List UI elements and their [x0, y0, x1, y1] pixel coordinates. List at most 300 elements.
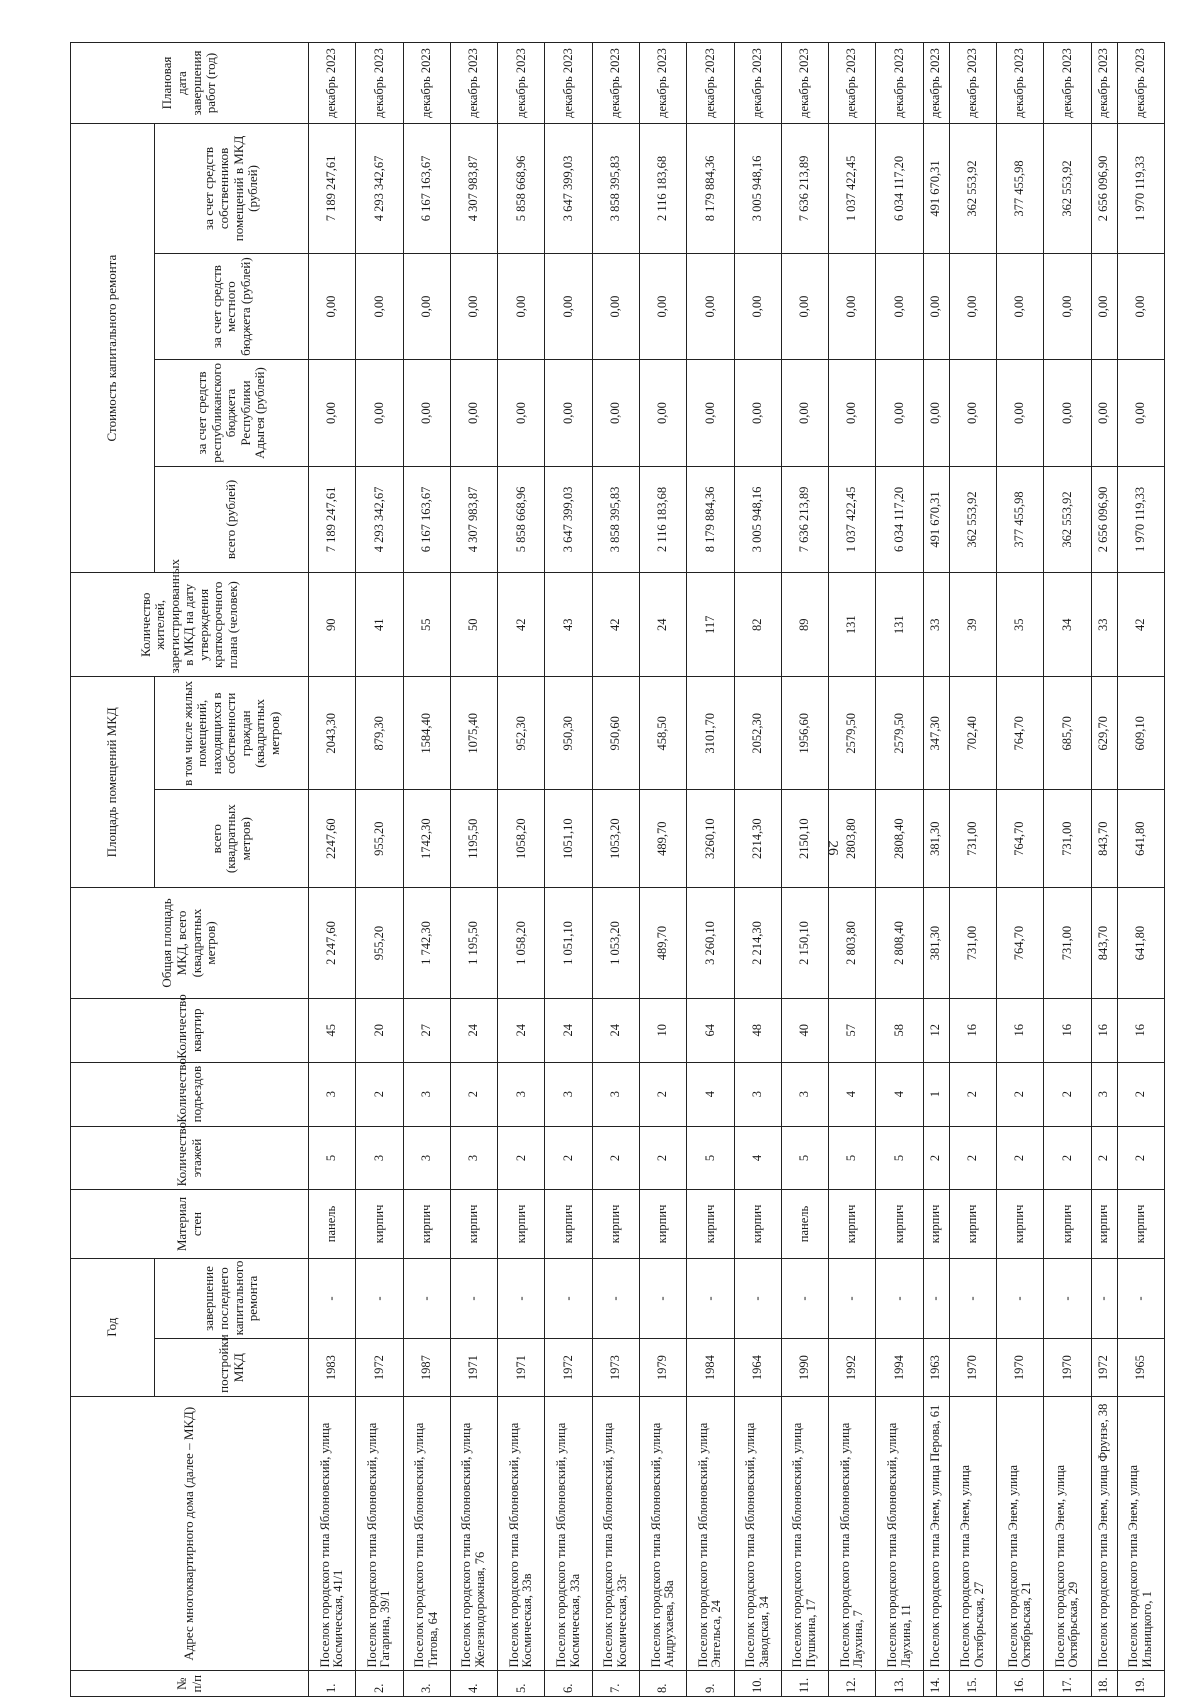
row-year-last-repair: - [498, 1258, 545, 1339]
row-floors: 2 [923, 1126, 949, 1190]
table-body [309, 43, 1165, 1697]
row-wall-material: кирпич [403, 1190, 450, 1258]
row-apartments: 16 [996, 998, 1043, 1062]
row-address: Поселок городского типа Яблоновский, улица Лаухина, 11 [876, 1396, 923, 1671]
row-residents: 89 [781, 573, 828, 677]
row-premises-owned: 764,70 [996, 677, 1043, 790]
row-floors: 2 [996, 1126, 1043, 1190]
row-num: 8. [639, 1671, 686, 1697]
row-cost-total: 5 858 668,96 [498, 466, 545, 572]
row-cost-owners: 6 034 117,20 [876, 124, 923, 254]
row-total-area: 1 058,20 [498, 888, 545, 999]
row-wall-material: панель [781, 1190, 828, 1258]
header-apartments: Количество квартир [71, 998, 309, 1062]
row-residents: 50 [450, 573, 497, 677]
row-num: 18. [1091, 1671, 1117, 1697]
row-year-last-repair: - [1117, 1258, 1165, 1339]
row-num: 11. [781, 1671, 828, 1697]
row-premises-total: 2150,10 [781, 790, 828, 888]
row-address: Поселок городского типа Энем, улица Октябрьская, 27 [949, 1396, 996, 1671]
row-cost-total: 491 670,31 [923, 466, 949, 572]
row-premises-owned: 952,30 [498, 677, 545, 790]
row-cost-owners: 5 858 668,96 [498, 124, 545, 254]
row-year-last-repair: - [1044, 1258, 1091, 1339]
row-cost-republic: 0,00 [781, 360, 828, 466]
row-total-area: 731,00 [949, 888, 996, 999]
row-year-built: 1972 [545, 1339, 592, 1396]
row-apartments: 58 [876, 998, 923, 1062]
row-cost-local: 0,00 [1117, 253, 1165, 359]
row-entrances: 3 [545, 1062, 592, 1126]
row-cost-republic: 0,00 [545, 360, 592, 466]
row-num: 13. [876, 1671, 923, 1697]
row-year-built: 1990 [781, 1339, 828, 1396]
row-cost-republic: 0,00 [996, 360, 1043, 466]
row-premises-total: 1051,10 [545, 790, 592, 888]
row-wall-material: панель [309, 1190, 356, 1258]
row-cost-total: 6 034 117,20 [876, 466, 923, 572]
row-premises-owned: 347,30 [923, 677, 949, 790]
row-cost-local: 0,00 [403, 253, 450, 359]
row-total-area: 1 053,20 [592, 888, 639, 999]
row-cost-local: 0,00 [1044, 253, 1091, 359]
row-cost-local: 0,00 [356, 253, 403, 359]
row-wall-material: кирпич [545, 1190, 592, 1258]
row-cost-local: 0,00 [734, 253, 781, 359]
row-residents: 35 [996, 573, 1043, 677]
row-planned-date: декабрь 2023 [734, 43, 781, 124]
row-cost-local: 0,00 [781, 253, 828, 359]
row-year-built: 1964 [734, 1339, 781, 1396]
row-entrances: 2 [450, 1062, 497, 1126]
row-floors: 2 [639, 1126, 686, 1190]
row-cost-owners: 362 553,92 [949, 124, 996, 254]
row-cost-owners: 3 858 395,83 [592, 124, 639, 254]
row-apartments: 20 [356, 998, 403, 1062]
row-cost-local: 0,00 [829, 253, 876, 359]
row-cost-total: 362 553,92 [949, 466, 996, 572]
row-total-area: 955,20 [356, 888, 403, 999]
row-cost-total: 2 116 183,68 [639, 466, 686, 572]
table-row [829, 43, 876, 1697]
table-row [1044, 43, 1091, 1697]
row-num: 2. [356, 1671, 403, 1697]
row-num: 16. [996, 1671, 1043, 1697]
row-floors: 2 [498, 1126, 545, 1190]
row-apartments: 16 [949, 998, 996, 1062]
row-premises-owned: 702,40 [949, 677, 996, 790]
row-year-last-repair: - [923, 1258, 949, 1339]
row-year-last-repair: - [309, 1258, 356, 1339]
row-premises-total: 1053,20 [592, 790, 639, 888]
row-total-area: 2 214,30 [734, 888, 781, 999]
row-premises-total: 1058,20 [498, 790, 545, 888]
row-entrances: 3 [403, 1062, 450, 1126]
row-cost-total: 377 455,98 [996, 466, 1043, 572]
row-floors: 3 [403, 1126, 450, 1190]
table-row [639, 43, 686, 1697]
row-address: Поселок городского типа Яблоновский, улица Титова, 64 [403, 1396, 450, 1671]
table-row [592, 43, 639, 1697]
row-year-built: 1972 [356, 1339, 403, 1396]
row-wall-material: кирпич [734, 1190, 781, 1258]
row-entrances: 4 [829, 1062, 876, 1126]
row-year-built: 1963 [923, 1339, 949, 1396]
row-num: 17. [1044, 1671, 1091, 1697]
row-premises-total: 843,70 [1091, 790, 1117, 888]
row-apartments: 40 [781, 998, 828, 1062]
row-num: 15. [949, 1671, 996, 1697]
row-premises-owned: 879,30 [356, 677, 403, 790]
row-total-area: 1 742,30 [403, 888, 450, 999]
row-entrances: 3 [592, 1062, 639, 1126]
row-cost-republic: 0,00 [639, 360, 686, 466]
row-wall-material: кирпич [949, 1190, 996, 1258]
row-year-last-repair: - [876, 1258, 923, 1339]
row-planned-date: декабрь 2023 [639, 43, 686, 124]
row-planned-date: декабрь 2023 [996, 43, 1043, 124]
row-total-area: 2 808,40 [876, 888, 923, 999]
row-cost-owners: 4 293 342,67 [356, 124, 403, 254]
row-premises-owned: 609,10 [1117, 677, 1165, 790]
row-premises-owned: 1956,60 [781, 677, 828, 790]
row-cost-republic: 0,00 [498, 360, 545, 466]
row-cost-local: 0,00 [498, 253, 545, 359]
row-entrances: 2 [639, 1062, 686, 1126]
header-premises-owned: в том числе жилых помещений, находящихся в собственности граждан (квадратных метров) [155, 677, 309, 790]
row-cost-owners: 491 670,31 [923, 124, 949, 254]
table-row [1091, 43, 1117, 1697]
row-premises-owned: 2579,50 [876, 677, 923, 790]
row-year-last-repair: - [639, 1258, 686, 1339]
row-address: Поселок городского типа Яблоновский, улица Железнодорожная, 76 [450, 1396, 497, 1671]
row-residents: 24 [639, 573, 686, 677]
row-floors: 5 [876, 1126, 923, 1190]
row-entrances: 3 [781, 1062, 828, 1126]
row-cost-republic: 0,00 [356, 360, 403, 466]
row-residents: 43 [545, 573, 592, 677]
row-year-last-repair: - [1091, 1258, 1117, 1339]
row-premises-total: 381,30 [923, 790, 949, 888]
row-cost-republic: 0,00 [734, 360, 781, 466]
row-year-last-repair: - [403, 1258, 450, 1339]
row-premises-owned: 2052,30 [734, 677, 781, 790]
row-cost-total: 3 858 395,83 [592, 466, 639, 572]
row-cost-owners: 377 455,98 [996, 124, 1043, 254]
row-floors: 2 [1117, 1126, 1165, 1190]
row-entrances: 2 [996, 1062, 1043, 1126]
row-entrances: 3 [309, 1062, 356, 1126]
header-num: № п/п [71, 1671, 309, 1697]
row-year-built: 1984 [687, 1339, 734, 1396]
row-apartments: 24 [498, 998, 545, 1062]
row-entrances: 2 [1117, 1062, 1165, 1126]
header-cost-local: за счет средств местного бюджета (рублей) [155, 253, 309, 359]
row-year-built: 1972 [1091, 1339, 1117, 1396]
row-residents: 42 [498, 573, 545, 677]
row-premises-total: 731,00 [949, 790, 996, 888]
row-floors: 3 [356, 1126, 403, 1190]
row-cost-republic: 0,00 [876, 360, 923, 466]
row-address: Поселок городского типа Яблоновский, улица Гагарина, 39/1 [356, 1396, 403, 1671]
row-wall-material: кирпич [639, 1190, 686, 1258]
table-row [996, 43, 1043, 1697]
row-wall-material: кирпич [450, 1190, 497, 1258]
row-year-last-repair: - [356, 1258, 403, 1339]
row-premises-owned: 950,30 [545, 677, 592, 790]
header-year-last-repair: завершение последнего капитального ремонта [155, 1258, 309, 1339]
row-cost-owners: 1 970 119,33 [1117, 124, 1165, 254]
row-cost-total: 3 647 399,03 [545, 466, 592, 572]
header-address: Адрес многоквартирного дома (далее – МКД) [71, 1396, 309, 1671]
row-apartments: 64 [687, 998, 734, 1062]
row-planned-date: декабрь 2023 [949, 43, 996, 124]
row-cost-total: 7 189 247,61 [309, 466, 356, 572]
row-apartments: 12 [923, 998, 949, 1062]
row-year-built: 1983 [309, 1339, 356, 1396]
row-floors: 5 [687, 1126, 734, 1190]
row-residents: 55 [403, 573, 450, 677]
row-premises-owned: 1075,40 [450, 677, 497, 790]
rotated-table-container [70, 42, 1165, 1697]
row-residents: 117 [687, 573, 734, 677]
row-wall-material: кирпич [1117, 1190, 1165, 1258]
row-premises-owned: 629,70 [1091, 677, 1117, 790]
row-address: Поселок городского типа Яблоновский, улица Космическая, 33в [498, 1396, 545, 1671]
row-residents: 90 [309, 573, 356, 677]
row-floors: 4 [734, 1126, 781, 1190]
row-cost-total: 362 553,92 [1044, 466, 1091, 572]
row-num: 3. [403, 1671, 450, 1697]
row-cost-total: 1 037 422,45 [829, 466, 876, 572]
header-total-area: Общая площадь МКД, всего (квадратных метров) [71, 888, 309, 999]
header-cost-owners: за счет средств собственников помещений в МКД (рублей) [155, 124, 309, 254]
row-year-built: 1971 [498, 1339, 545, 1396]
row-residents: 34 [1044, 573, 1091, 677]
header-cost-group: Стоимость капитального ремонта [71, 124, 155, 573]
row-residents: 42 [592, 573, 639, 677]
row-year-last-repair: - [592, 1258, 639, 1339]
row-address: Поселок городского типа Яблоновский, улица Андрухаева, 58а [639, 1396, 686, 1671]
row-floors: 2 [592, 1126, 639, 1190]
row-wall-material: кирпич [996, 1190, 1043, 1258]
row-cost-total: 4 293 342,67 [356, 466, 403, 572]
row-premises-total: 2803,80 [829, 790, 876, 888]
page-number: 26 [824, 840, 841, 856]
header-premises-total: всего (квадратных метров) [155, 790, 309, 888]
row-apartments: 24 [450, 998, 497, 1062]
row-premises-owned: 2579,50 [829, 677, 876, 790]
row-floors: 2 [545, 1126, 592, 1190]
row-cost-republic: 0,00 [949, 360, 996, 466]
row-cost-owners: 2 116 183,68 [639, 124, 686, 254]
row-cost-local: 0,00 [687, 253, 734, 359]
row-entrances: 3 [498, 1062, 545, 1126]
row-cost-owners: 4 307 983,87 [450, 124, 497, 254]
row-year-built: 1971 [450, 1339, 497, 1396]
row-address: Поселок городского типа Яблоновский, улица Космическая, 41/1 [309, 1396, 356, 1671]
row-total-area: 2 247,60 [309, 888, 356, 999]
row-residents: 131 [876, 573, 923, 677]
row-apartments: 27 [403, 998, 450, 1062]
row-apartments: 57 [829, 998, 876, 1062]
row-wall-material: кирпич [923, 1190, 949, 1258]
table-row [734, 43, 781, 1697]
row-year-built: 1973 [592, 1339, 639, 1396]
row-total-area: 731,00 [1044, 888, 1091, 999]
row-address: Поселок городского типа Энем, улица Октябрьская, 29 [1044, 1396, 1091, 1671]
row-entrances: 2 [949, 1062, 996, 1126]
row-cost-local: 0,00 [923, 253, 949, 359]
row-cost-republic: 0,00 [687, 360, 734, 466]
row-planned-date: декабрь 2023 [1091, 43, 1117, 124]
row-num: 4. [450, 1671, 497, 1697]
row-num: 19. [1117, 1671, 1165, 1697]
row-apartments: 16 [1091, 998, 1117, 1062]
table-row [450, 43, 497, 1697]
row-num: 10. [734, 1671, 781, 1697]
row-cost-republic: 0,00 [923, 360, 949, 466]
row-planned-date: декабрь 2023 [829, 43, 876, 124]
row-address: Поселок городского типа Энем, улица Перова, 61 [923, 1396, 949, 1671]
table-row [403, 43, 450, 1697]
row-cost-owners: 6 167 163,67 [403, 124, 450, 254]
header-residents: Количество жителей, зарегистрированных в МКД на дату утверждения краткосрочного плана (человек) [71, 573, 309, 677]
table-row [1117, 43, 1165, 1697]
table-row [309, 43, 356, 1697]
row-apartments: 16 [1117, 998, 1165, 1062]
row-address: Поселок городского типа Яблоновский, улица Космическая, 33а [545, 1396, 592, 1671]
row-total-area: 2 803,80 [829, 888, 876, 999]
row-num: 12. [829, 1671, 876, 1697]
row-premises-total: 955,20 [356, 790, 403, 888]
row-year-built: 1979 [639, 1339, 686, 1396]
row-year-last-repair: - [545, 1258, 592, 1339]
row-total-area: 843,70 [1091, 888, 1117, 999]
row-entrances: 2 [1044, 1062, 1091, 1126]
row-cost-republic: 0,00 [309, 360, 356, 466]
row-planned-date: декабрь 2023 [356, 43, 403, 124]
row-cost-local: 0,00 [1091, 253, 1117, 359]
row-address: Поселок городского типа Энем, улица Фрунзе, 38 [1091, 1396, 1117, 1671]
table-row [781, 43, 828, 1697]
row-floors: 2 [1044, 1126, 1091, 1190]
row-premises-total: 641,80 [1117, 790, 1165, 888]
row-year-built: 1970 [996, 1339, 1043, 1396]
header-cost-total: всего (рублей) [155, 466, 309, 572]
row-cost-owners: 2 656 096,90 [1091, 124, 1117, 254]
table-row [687, 43, 734, 1697]
row-total-area: 641,80 [1117, 888, 1165, 999]
row-total-area: 489,70 [639, 888, 686, 999]
row-year-last-repair: - [450, 1258, 497, 1339]
row-cost-total: 8 179 884,36 [687, 466, 734, 572]
row-residents: 131 [829, 573, 876, 677]
row-address: Поселок городского типа Яблоновский, улица Заводская, 34 [734, 1396, 781, 1671]
row-cost-total: 4 307 983,87 [450, 466, 497, 572]
row-floors: 3 [450, 1126, 497, 1190]
table-row [545, 43, 592, 1697]
row-cost-republic: 0,00 [1091, 360, 1117, 466]
row-year-built: 1987 [403, 1339, 450, 1396]
header-wall-material: Материал стен [71, 1190, 309, 1258]
row-premises-total: 731,00 [1044, 790, 1091, 888]
table-row [949, 43, 996, 1697]
row-entrances: 1 [923, 1062, 949, 1126]
row-cost-local: 0,00 [876, 253, 923, 359]
row-entrances: 2 [356, 1062, 403, 1126]
row-floors: 5 [781, 1126, 828, 1190]
row-floors: 2 [949, 1126, 996, 1190]
row-premises-total: 2247,60 [309, 790, 356, 888]
row-cost-owners: 362 553,92 [1044, 124, 1091, 254]
row-cost-republic: 0,00 [829, 360, 876, 466]
row-premises-total: 2808,40 [876, 790, 923, 888]
row-planned-date: декабрь 2023 [1117, 43, 1165, 124]
row-year-last-repair: - [829, 1258, 876, 1339]
row-address: Поселок городского типа Энем, улица Октябрьская, 21 [996, 1396, 1043, 1671]
row-num: 7. [592, 1671, 639, 1697]
row-floors: 5 [309, 1126, 356, 1190]
row-cost-republic: 0,00 [592, 360, 639, 466]
row-premises-total: 2214,30 [734, 790, 781, 888]
row-residents: 33 [923, 573, 949, 677]
row-premises-total: 764,70 [996, 790, 1043, 888]
row-cost-local: 0,00 [639, 253, 686, 359]
header-floors: Количество этажей [71, 1126, 309, 1190]
row-cost-owners: 8 179 884,36 [687, 124, 734, 254]
row-cost-total: 7 636 213,89 [781, 466, 828, 572]
row-total-area: 1 051,10 [545, 888, 592, 999]
row-entrances: 4 [687, 1062, 734, 1126]
row-planned-date: декабрь 2023 [309, 43, 356, 124]
row-entrances: 3 [1091, 1062, 1117, 1126]
row-premises-owned: 458,50 [639, 677, 686, 790]
row-floors: 5 [829, 1126, 876, 1190]
row-address: Поселок городского типа Энем, улица Ильницкого, 1 [1117, 1396, 1165, 1671]
row-cost-total: 6 167 163,67 [403, 466, 450, 572]
row-planned-date: декабрь 2023 [781, 43, 828, 124]
row-planned-date: декабрь 2023 [545, 43, 592, 124]
row-wall-material: кирпич [876, 1190, 923, 1258]
row-premises-total: 3260,10 [687, 790, 734, 888]
row-wall-material: кирпич [1044, 1190, 1091, 1258]
row-year-last-repair: - [996, 1258, 1043, 1339]
row-planned-date: декабрь 2023 [403, 43, 450, 124]
row-total-area: 2 150,10 [781, 888, 828, 999]
row-planned-date: декабрь 2023 [450, 43, 497, 124]
row-address: Поселок городского типа Яблоновский, улица Лаухина, 7 [829, 1396, 876, 1671]
row-residents: 41 [356, 573, 403, 677]
row-apartments: 10 [639, 998, 686, 1062]
row-address: Поселок городского типа Яблоновский, улица Космическая, 33г [592, 1396, 639, 1671]
table-row [923, 43, 949, 1697]
table-row [498, 43, 545, 1697]
row-apartments: 24 [545, 998, 592, 1062]
row-cost-local: 0,00 [309, 253, 356, 359]
table-row [356, 43, 403, 1697]
row-cost-total: 1 970 119,33 [1117, 466, 1165, 572]
row-year-built: 1994 [876, 1339, 923, 1396]
row-planned-date: декабрь 2023 [1044, 43, 1091, 124]
row-apartments: 16 [1044, 998, 1091, 1062]
row-residents: 42 [1117, 573, 1165, 677]
header-year-built: постройки МКД [155, 1339, 309, 1396]
row-year-last-repair: - [781, 1258, 828, 1339]
row-wall-material: кирпич [592, 1190, 639, 1258]
header-entrances: Количество подъездов [71, 1062, 309, 1126]
row-year-built: 1992 [829, 1339, 876, 1396]
